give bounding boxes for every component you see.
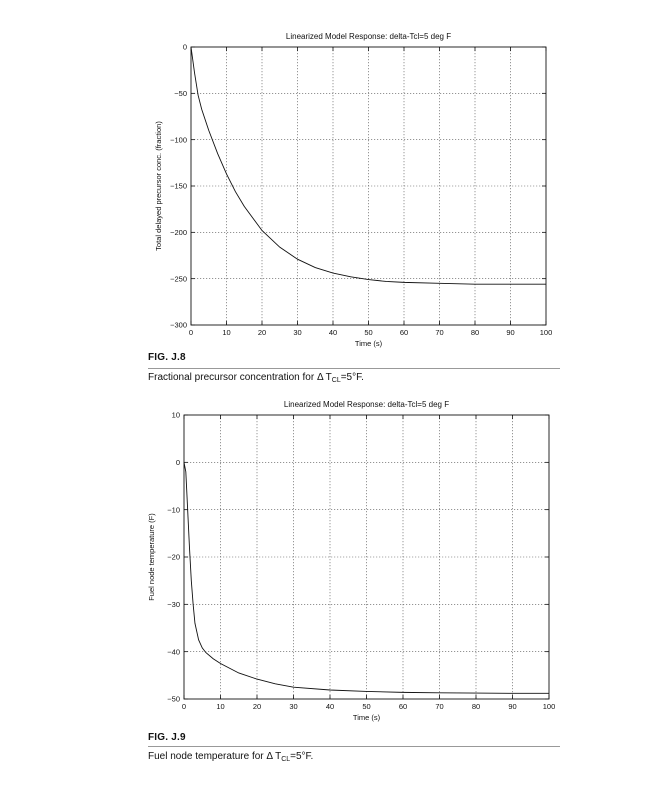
y-tick-label: −250: [170, 274, 187, 284]
y-tick-label: 0: [182, 42, 187, 52]
figure-label-j8: FIG. J.8: [148, 352, 186, 363]
y-tick-label: −50: [174, 89, 187, 99]
x-axis-label: Time (s): [352, 713, 381, 722]
x-tick-label: 20: [252, 702, 262, 711]
x-tick-label: 60: [398, 702, 408, 711]
y-tick-label: −300: [170, 320, 187, 330]
y-axis-label: Fuel node temperature (F): [147, 513, 156, 601]
caption-divider: [148, 746, 560, 747]
y-tick-label: −40: [167, 647, 180, 657]
x-tick-label: 100: [539, 328, 553, 337]
y-tick-label: −150: [170, 181, 187, 191]
caption-text-end: =5°F.: [290, 751, 314, 762]
caption-text-end: =5°F.: [340, 372, 364, 383]
x-tick-label: 20: [257, 328, 267, 337]
y-tick-label: −10: [167, 505, 180, 515]
y-tick-label: −50: [167, 694, 180, 704]
x-tick-label: 40: [328, 328, 338, 337]
x-tick-label: 70: [435, 702, 444, 711]
x-tick-label: 30: [293, 328, 302, 337]
caption-text: Fractional precursor concentration for Δ T: [148, 372, 332, 383]
x-tick-label: 50: [364, 328, 373, 337]
y-tick-label: −20: [167, 552, 180, 562]
x-tick-label: 0: [188, 328, 194, 337]
x-tick-label: 30: [289, 702, 298, 711]
x-tick-label: 40: [325, 702, 335, 711]
caption-subscript: CL: [331, 377, 341, 384]
x-axis-label: Time (s): [354, 339, 383, 348]
caption-subscript: CL: [281, 756, 291, 763]
caption-divider: [148, 368, 560, 369]
y-tick-label: −200: [170, 228, 187, 238]
x-tick-label: 50: [362, 702, 371, 711]
x-tick-label: 60: [399, 328, 409, 337]
x-tick-label: 0: [181, 702, 187, 711]
y-axis-label: Total delayed precursor conc. (fraction): [154, 121, 163, 251]
x-tick-label: 10: [216, 702, 225, 711]
x-tick-label: 10: [222, 328, 231, 337]
x-tick-label: 80: [471, 702, 481, 711]
chart-title: Linearized Model Response: delta-Tcl=5 deg F: [285, 32, 452, 41]
y-tick-label: −100: [170, 135, 187, 145]
figure-caption-j9: [148, 751, 313, 763]
chart-title: Linearized Model Response: delta-Tcl=5 deg F: [283, 400, 450, 409]
figure-label-j9: FIG. J.9: [148, 732, 186, 743]
y-tick-label: 0: [175, 458, 180, 468]
y-tick-label: 10: [171, 410, 180, 420]
x-tick-label: 100: [542, 702, 556, 711]
x-tick-label: 90: [508, 702, 517, 711]
figure-caption-j8: [148, 372, 364, 384]
x-tick-label: 70: [435, 328, 444, 337]
caption-text: Fuel node temperature for Δ T: [148, 751, 282, 762]
y-tick-label: −30: [167, 600, 180, 610]
x-tick-label: 90: [506, 328, 515, 337]
x-tick-label: 80: [470, 328, 480, 337]
